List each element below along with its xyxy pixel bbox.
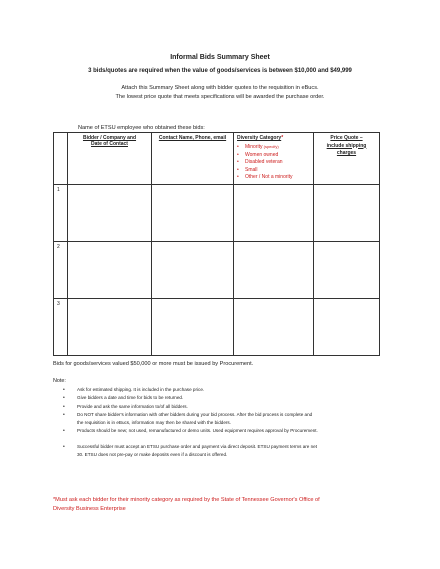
diversity-cell[interactable] xyxy=(234,298,314,355)
procurement-note: Bids for goods/services valued $50,000 or more must be issued by Procurement. xyxy=(53,361,254,367)
table-row xyxy=(54,241,380,298)
diversity-option: • Disabled veteran xyxy=(237,159,283,165)
diversity-cell[interactable] xyxy=(234,184,314,241)
page-subtitle: 3 bids/quotes are required when the value of goods/services is between $10,000 and $49,999 xyxy=(88,68,352,74)
bullet-icon: • xyxy=(237,144,239,150)
bullet-icon: • xyxy=(63,403,65,410)
table-header-row xyxy=(54,133,380,185)
attach-line-2: The lowest price quote that meets specifications will be awarded the purchase order. xyxy=(115,94,325,100)
header-price-line1: Price Quote – xyxy=(330,135,363,141)
red-note-line-1: *Must ask each bidder for their minority category as required by the State of Tennessee Governor's Office of xyxy=(53,497,320,503)
contact-cell[interactable] xyxy=(152,298,234,355)
header-diversity xyxy=(234,133,314,185)
bids-table xyxy=(53,132,380,356)
row-number: 1 xyxy=(54,184,68,241)
note-item: • Products should be new; not used, remanufactured or demo units. Used equipment requires approval by Procurement. xyxy=(63,428,318,435)
price-cell[interactable] xyxy=(314,184,380,241)
header-price-line3: charges xyxy=(336,150,357,156)
notes-list xyxy=(63,386,393,459)
note-label: Note: xyxy=(53,378,66,384)
bidder-cell[interactable] xyxy=(68,184,152,241)
header-bidder xyxy=(68,133,152,185)
price-cell[interactable] xyxy=(314,298,380,355)
header-price-line2: include shipping xyxy=(326,142,367,149)
bullet-icon: • xyxy=(237,151,239,158)
attach-instructions xyxy=(0,84,440,102)
bullet-icon: • xyxy=(63,428,65,435)
price-cell[interactable] xyxy=(314,241,380,298)
note-item: • Do NOT share bidder's information with other bidders during your bid process. After the bid process is complete and xyxy=(63,411,313,418)
header-diversity-star: * xyxy=(281,135,284,141)
bullet-icon: • xyxy=(63,395,65,402)
note-item: • Ask for estimated shipping. It is included in the purchase price. xyxy=(63,387,205,393)
note-item: • Give bidders a date and time for bids to be returned. xyxy=(63,395,184,402)
bidder-cell[interactable] xyxy=(68,241,152,298)
diversity-option: • Other / Not a minority xyxy=(237,174,293,180)
diversity-option: • Minority (specify) xyxy=(237,144,279,150)
minority-category-requirement xyxy=(53,496,383,514)
diversity-options-list xyxy=(237,143,310,182)
row-number: 2 xyxy=(54,241,68,298)
note-item-continued: the requisition is in eBucs, information may then be shared with the bidders. xyxy=(77,420,231,426)
table-row xyxy=(54,184,380,241)
diversity-option: • Small xyxy=(237,166,258,173)
bullet-icon: • xyxy=(63,387,65,393)
contact-cell[interactable] xyxy=(152,184,234,241)
bullet-icon: • xyxy=(237,174,239,180)
header-bidder-line2: Date of Contact xyxy=(91,141,128,147)
note-item: • Provide and ask the same information to/of all bidders. xyxy=(63,403,188,410)
attach-line-1: Attach this Summary Sheet along with bidder quotes to the requisition in eBucs. xyxy=(121,85,319,91)
contact-cell[interactable] xyxy=(152,241,234,298)
red-note-line-2: Diversity Business Enterprise xyxy=(53,506,126,512)
header-diversity-label: Diversity Category xyxy=(237,135,282,141)
bidder-cell[interactable] xyxy=(68,298,152,355)
row-number: 3 xyxy=(54,298,68,355)
diversity-cell[interactable] xyxy=(234,241,314,298)
page-title: Informal Bids Summary Sheet xyxy=(170,54,270,61)
note-item-continued: 30. ETSU does not pre-pay or make deposits even if a discount is offered. xyxy=(77,452,228,458)
employee-name-label: Name of ETSU employee who obtained these bids: xyxy=(78,125,205,131)
bullet-icon: • xyxy=(237,166,239,173)
table-row xyxy=(54,298,380,355)
header-price xyxy=(314,133,380,185)
header-contact-label: Contact Name, Phone, email xyxy=(158,135,227,141)
bullet-icon: • xyxy=(237,159,239,165)
diversity-option: • Women owned xyxy=(237,151,279,158)
header-bidder-line1: Bidder / Company and xyxy=(82,135,137,141)
header-number-cell xyxy=(54,133,68,185)
note-item: • Successful bidder must accept an ETSU purchase order and payment via direct deposit. ETSU payment terms are net xyxy=(63,443,318,450)
bullet-icon: • xyxy=(63,443,65,450)
header-contact xyxy=(152,133,234,185)
bullet-icon: • xyxy=(63,411,65,418)
